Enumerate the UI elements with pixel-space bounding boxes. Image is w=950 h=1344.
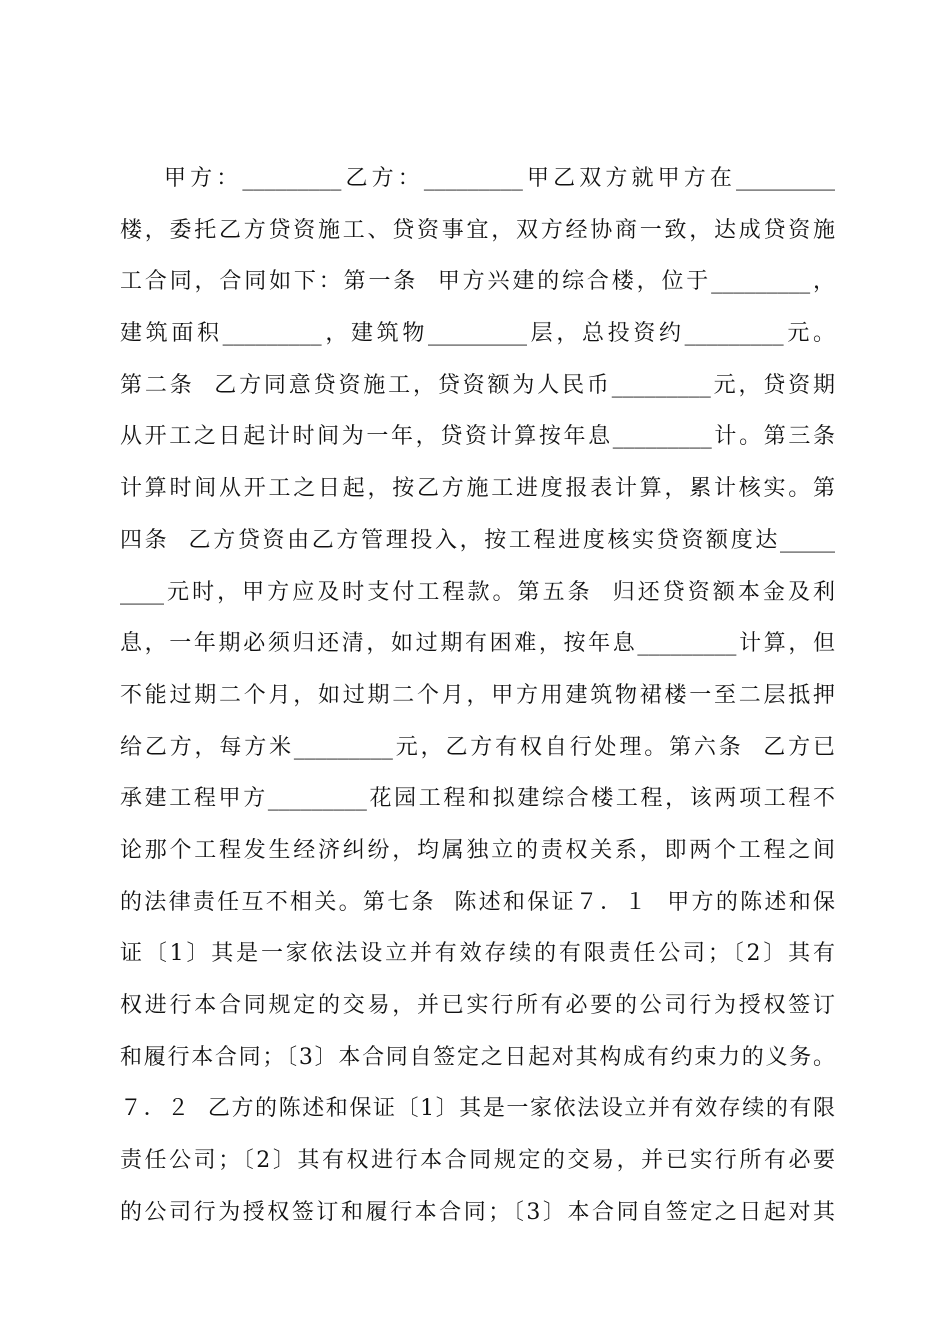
text-line-9: ____元时，甲方应及时支付工程款。第五条 归还贷资额本金及利 xyxy=(120,579,835,605)
text-line-11: 不能过期二个月，如过期二个月，甲方用建筑物裙楼一至二层抵押 xyxy=(120,682,835,708)
text-line-5: 第二条 乙方同意贷资施工，贷资额为人民币_________元，贷资期 xyxy=(120,372,835,398)
text-line-6: 从开工之日起计时间为一年，贷资计算按年息_________计。第三条 xyxy=(120,424,835,450)
text-line-7: 计算时间从开工之日起，按乙方施工进度报表计算，累计核实。第 xyxy=(120,476,835,502)
text-line-10: 息，一年期必须归还清，如过期有困难，按年息_________计算，但 xyxy=(120,631,835,657)
text-line-14: 论那个工程发生经济纠纷，均属独立的责权关系，即两个工程之间 xyxy=(120,837,835,863)
text-line-19: ７．２ 乙方的陈述和保证〔1〕其是一家依法设立并有效存续的有限 xyxy=(120,1096,835,1122)
text-line-20: 责任公司；〔2〕其有权进行本合同规定的交易，并已实行所有必要 xyxy=(120,1148,835,1174)
text-line-8: 四条 乙方贷资由乙方管理投入，按工程进度核实贷资额度达_____ xyxy=(120,527,835,553)
text-line-3: 工合同，合同如下：第一条 甲方兴建的综合楼，位于_________， xyxy=(120,269,835,295)
contract-body-text xyxy=(120,153,835,1238)
text-line-13: 承建工程甲方_________花园工程和拟建综合楼工程，该两项工程不 xyxy=(120,786,835,812)
text-line-21: 的公司行为授权签订和履行本合同；〔3〕本合同自签定之日起对其 xyxy=(120,1199,835,1225)
text-line-17: 权进行本合同规定的交易，并已实行所有必要的公司行为授权签订 xyxy=(120,993,835,1018)
text-line-4: 建筑面积_________，建筑物_________层，总投资约_________元。 xyxy=(120,321,835,347)
text-line-2: 楼，委托乙方贷资施工、贷资事宜，双方经协商一致，达成贷资施 xyxy=(120,217,835,243)
text-line-15: 的法律责任互不相关。第七条 陈述和保证７．１ 甲方的陈述和保 xyxy=(120,889,835,915)
text-line-1: 甲方：_________乙方：_________甲乙双方就甲方在_________ xyxy=(164,166,835,191)
text-line-16: 证〔1〕其是一家依法设立并有效存续的有限责任公司；〔2〕其有 xyxy=(120,941,835,967)
text-line-18: 和履行本合同；〔3〕本合同自签定之日起对其构成有约束力的义务。 xyxy=(120,1044,835,1070)
text-line-12: 给乙方，每方米_________元，乙方有权自行处理。第六条 乙方已 xyxy=(120,734,835,760)
